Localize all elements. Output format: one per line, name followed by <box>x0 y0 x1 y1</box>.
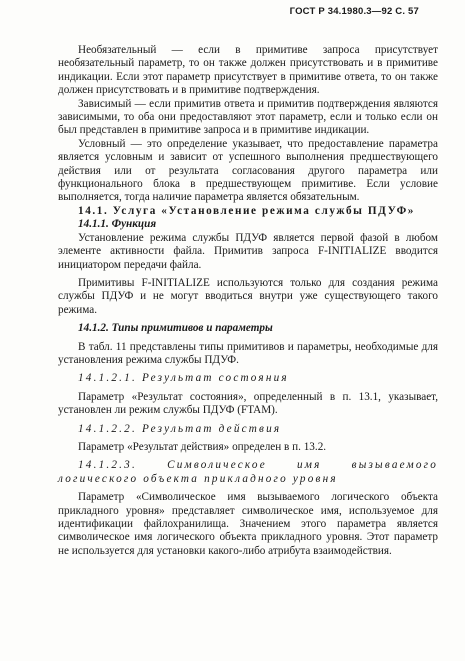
paragraph: Параметр «Результат состояния», определенный в п. 13.1, указывает, установлен ли режим службы ПДУФ (FTAM). <box>58 390 438 417</box>
paragraph: Условный — это определение указывает, что предоставление параметра является условным и зависит от успешного выполнения предшествующего действия или от результата согласования другого параметра или функционального блока в предшествующем примитиве. Если условие выполняется, тогда наличие параметра является обязательным. <box>58 137 438 204</box>
paragraph: Необязательный — если в примитиве запроса присутствует необязательный параметр, то он также должен присутствовать и в примитиве индикации. Если этот параметр присутствует в примитиве ответа, то он также должен присутствовать и в примитиве подтверждения. <box>58 44 438 97</box>
section-heading: 14.1.2.1. Результат состояния <box>78 372 289 385</box>
paragraph: Параметр «Результат действия» определен в п. 13.2. <box>78 440 327 453</box>
paragraph: Установление режима службы ПДУФ является первой фазой в любом элементе активности файла. Примитив запроса F-INITIALIZE вводится инициатором передачи файла. <box>58 231 438 271</box>
paragraph: Параметр «Символическое имя вызываемого логического объекта прикладного уровня» представляет символическое имя, используемое для идентификации файлохранилища. Значением этого параметра является символическое имя логического объекта прикладного уровня. Этот параметр не используется для установки какого-либо атрибута взаимодействия. <box>58 491 438 557</box>
section-heading: 14.1.1. Функция <box>78 218 157 231</box>
section-heading: 14.1. Услуга «Установление режима службы ПДУФ» <box>78 204 415 217</box>
document-body <box>58 44 438 558</box>
section-heading: 14.1.2. Типы примитивов и параметры <box>78 322 273 335</box>
section-heading: 14.1.2.3. Символическое имя вызываемого логического объекта прикладного уровня <box>58 459 438 485</box>
paragraph: Примитивы F-INITIALIZE используются только для создания режима службы ПДУФ и не могут вводиться внутри уже существующего такого режима. <box>58 276 438 316</box>
page-header: ГОСТ Р 34.1980.3—92 С. 57 <box>289 6 419 17</box>
paragraph: Зависимый — если примитив ответа и примитив подтверждения являются зависимыми, то оба они предоставляют этот параметр, если и только если он был представлен в примитиве запроса и в примитиве индикации. <box>58 97 438 137</box>
paragraph: В табл. 11 представлены типы примитивов и параметры, необходимые для установления режима службы ПДУФ. <box>58 340 438 366</box>
section-heading: 14.1.2.2. Результат действия <box>78 422 282 435</box>
